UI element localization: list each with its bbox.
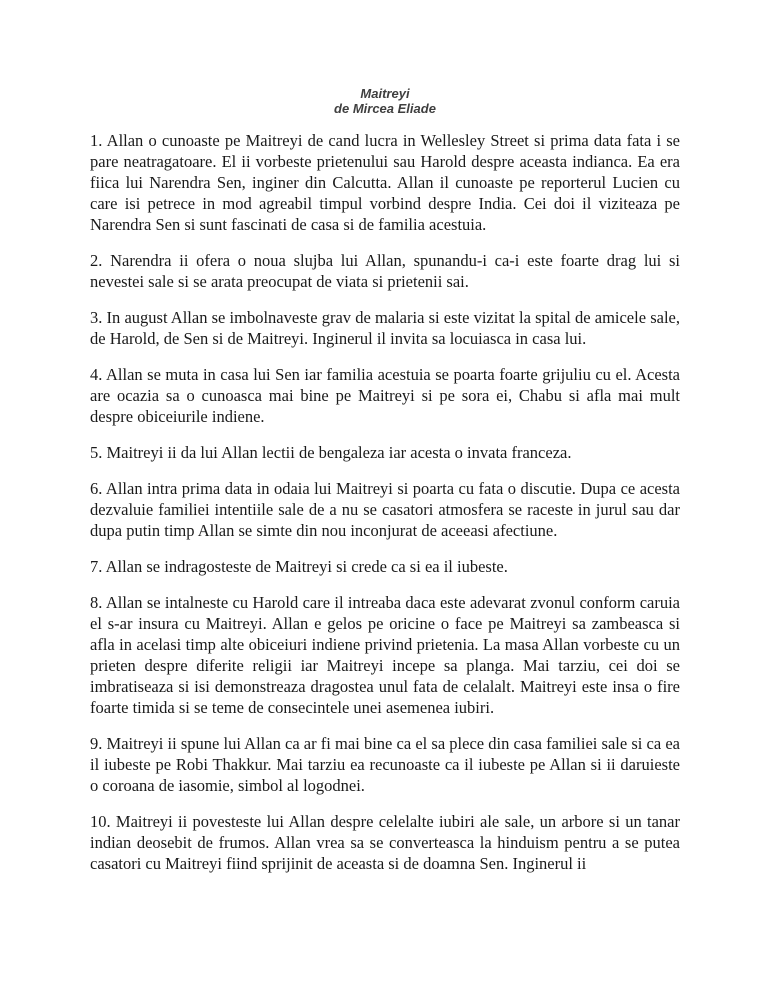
paragraph-7: 7. Allan se indragosteste de Maitreyi si crede ca si ea il iubeste. xyxy=(90,557,508,576)
paragraph-4: 4. Allan se muta in casa lui Sen iar familia acestuia se poarta foarte grijuliu cu el. Acesta are ocazia sa o cunoasca mai bine pe Maitreyi si pe sora ei, Chabu si afla mai mult despre obiceiurile indiene. xyxy=(90,365,680,426)
document-title xyxy=(90,86,680,116)
paragraph-3: 3. In august Allan se imbolnaveste grav de malaria si este vizitat la spital de amicele sale, de Harold, de Sen si de Maitreyi. Inginerul il invita sa locuiasca in casa lui. xyxy=(90,308,680,348)
paragraph-6: 6. Allan intra prima data in odaia lui Maitreyi si poarta cu fata o discutie. Dupa ce acesta dezvaluie familiei intentiile sale de a nu se casatori atmosfera se raceste in jurul sau dar dupa putin timp Allan se simte din nou inconjurat de aceeasi afectiune. xyxy=(90,479,680,540)
document-body xyxy=(90,130,680,874)
title-author-line: de Mircea Eliade xyxy=(334,101,436,116)
paragraph-10: 10. Maitreyi ii povesteste lui Allan despre celelalte iubiri ale sale, un arbore si un tanar indian deosebit de frumos. Allan vrea sa se converteasca la hinduism pentru a se putea casatori cu Maitreyi fiind sprijinit de aceasta si de doamna Sen. Inginerul ii xyxy=(90,812,680,873)
paragraph-1: 1. Allan o cunoaste pe Maitreyi de cand lucra in Wellesley Street si prima data fata i se pare neatragatoare. El ii vorbeste prietenului sau Harold despre aceasta indianca. Ea era fiica lui Narendra Sen, inginer din Calcutta. Allan il cunoaste pe reporterul Lucien cu care isi petrece in mod agreabil timpul vorbind despre India. Cei doi il viziteaza pe Narendra Sen si sunt fascinati de casa si de familia acestuia. xyxy=(90,131,680,234)
title-work-name: Maitreyi xyxy=(360,86,410,101)
paragraph-9: 9. Maitreyi ii spune lui Allan ca ar fi mai bine ca el sa plece din casa familiei sale si ca ea il iubeste pe Robi Thakkur. Mai tarziu ea recunoaste ca il iubeste pe Allan si ii daruieste o coroana de iasomie, simbol al logodnei. xyxy=(90,734,680,795)
paragraph-2: 2. Narendra ii ofera o noua slujba lui Allan, spunandu-i ca-i este foarte drag lui si nevestei sale si se arata preocupat de viata si prietenii sai. xyxy=(90,251,680,291)
paragraph-8: 8. Allan se intalneste cu Harold care il intreaba daca este adevarat zvonul conform caruia el s-ar insura cu Maitreyi. Allan e gelos pe oricine o face pe Maitreyi sa zambeasca si afla in acelasi timp alte obiceiuri indiene privind prietenia. La masa Allan vorbeste cu un prieten despre diferite religii iar Maitreyi incepe sa planga. Mai tarziu, cei doi se imbratiseaza si isi demonstreaza dragostea unul fata de celalalt. Maitreyi este insa o fire foarte timida si se teme de consecintele unei asemenea iubiri. xyxy=(90,593,680,717)
paragraph-5: 5. Maitreyi ii da lui Allan lectii de bengaleza iar acesta o invata franceza. xyxy=(90,443,572,462)
